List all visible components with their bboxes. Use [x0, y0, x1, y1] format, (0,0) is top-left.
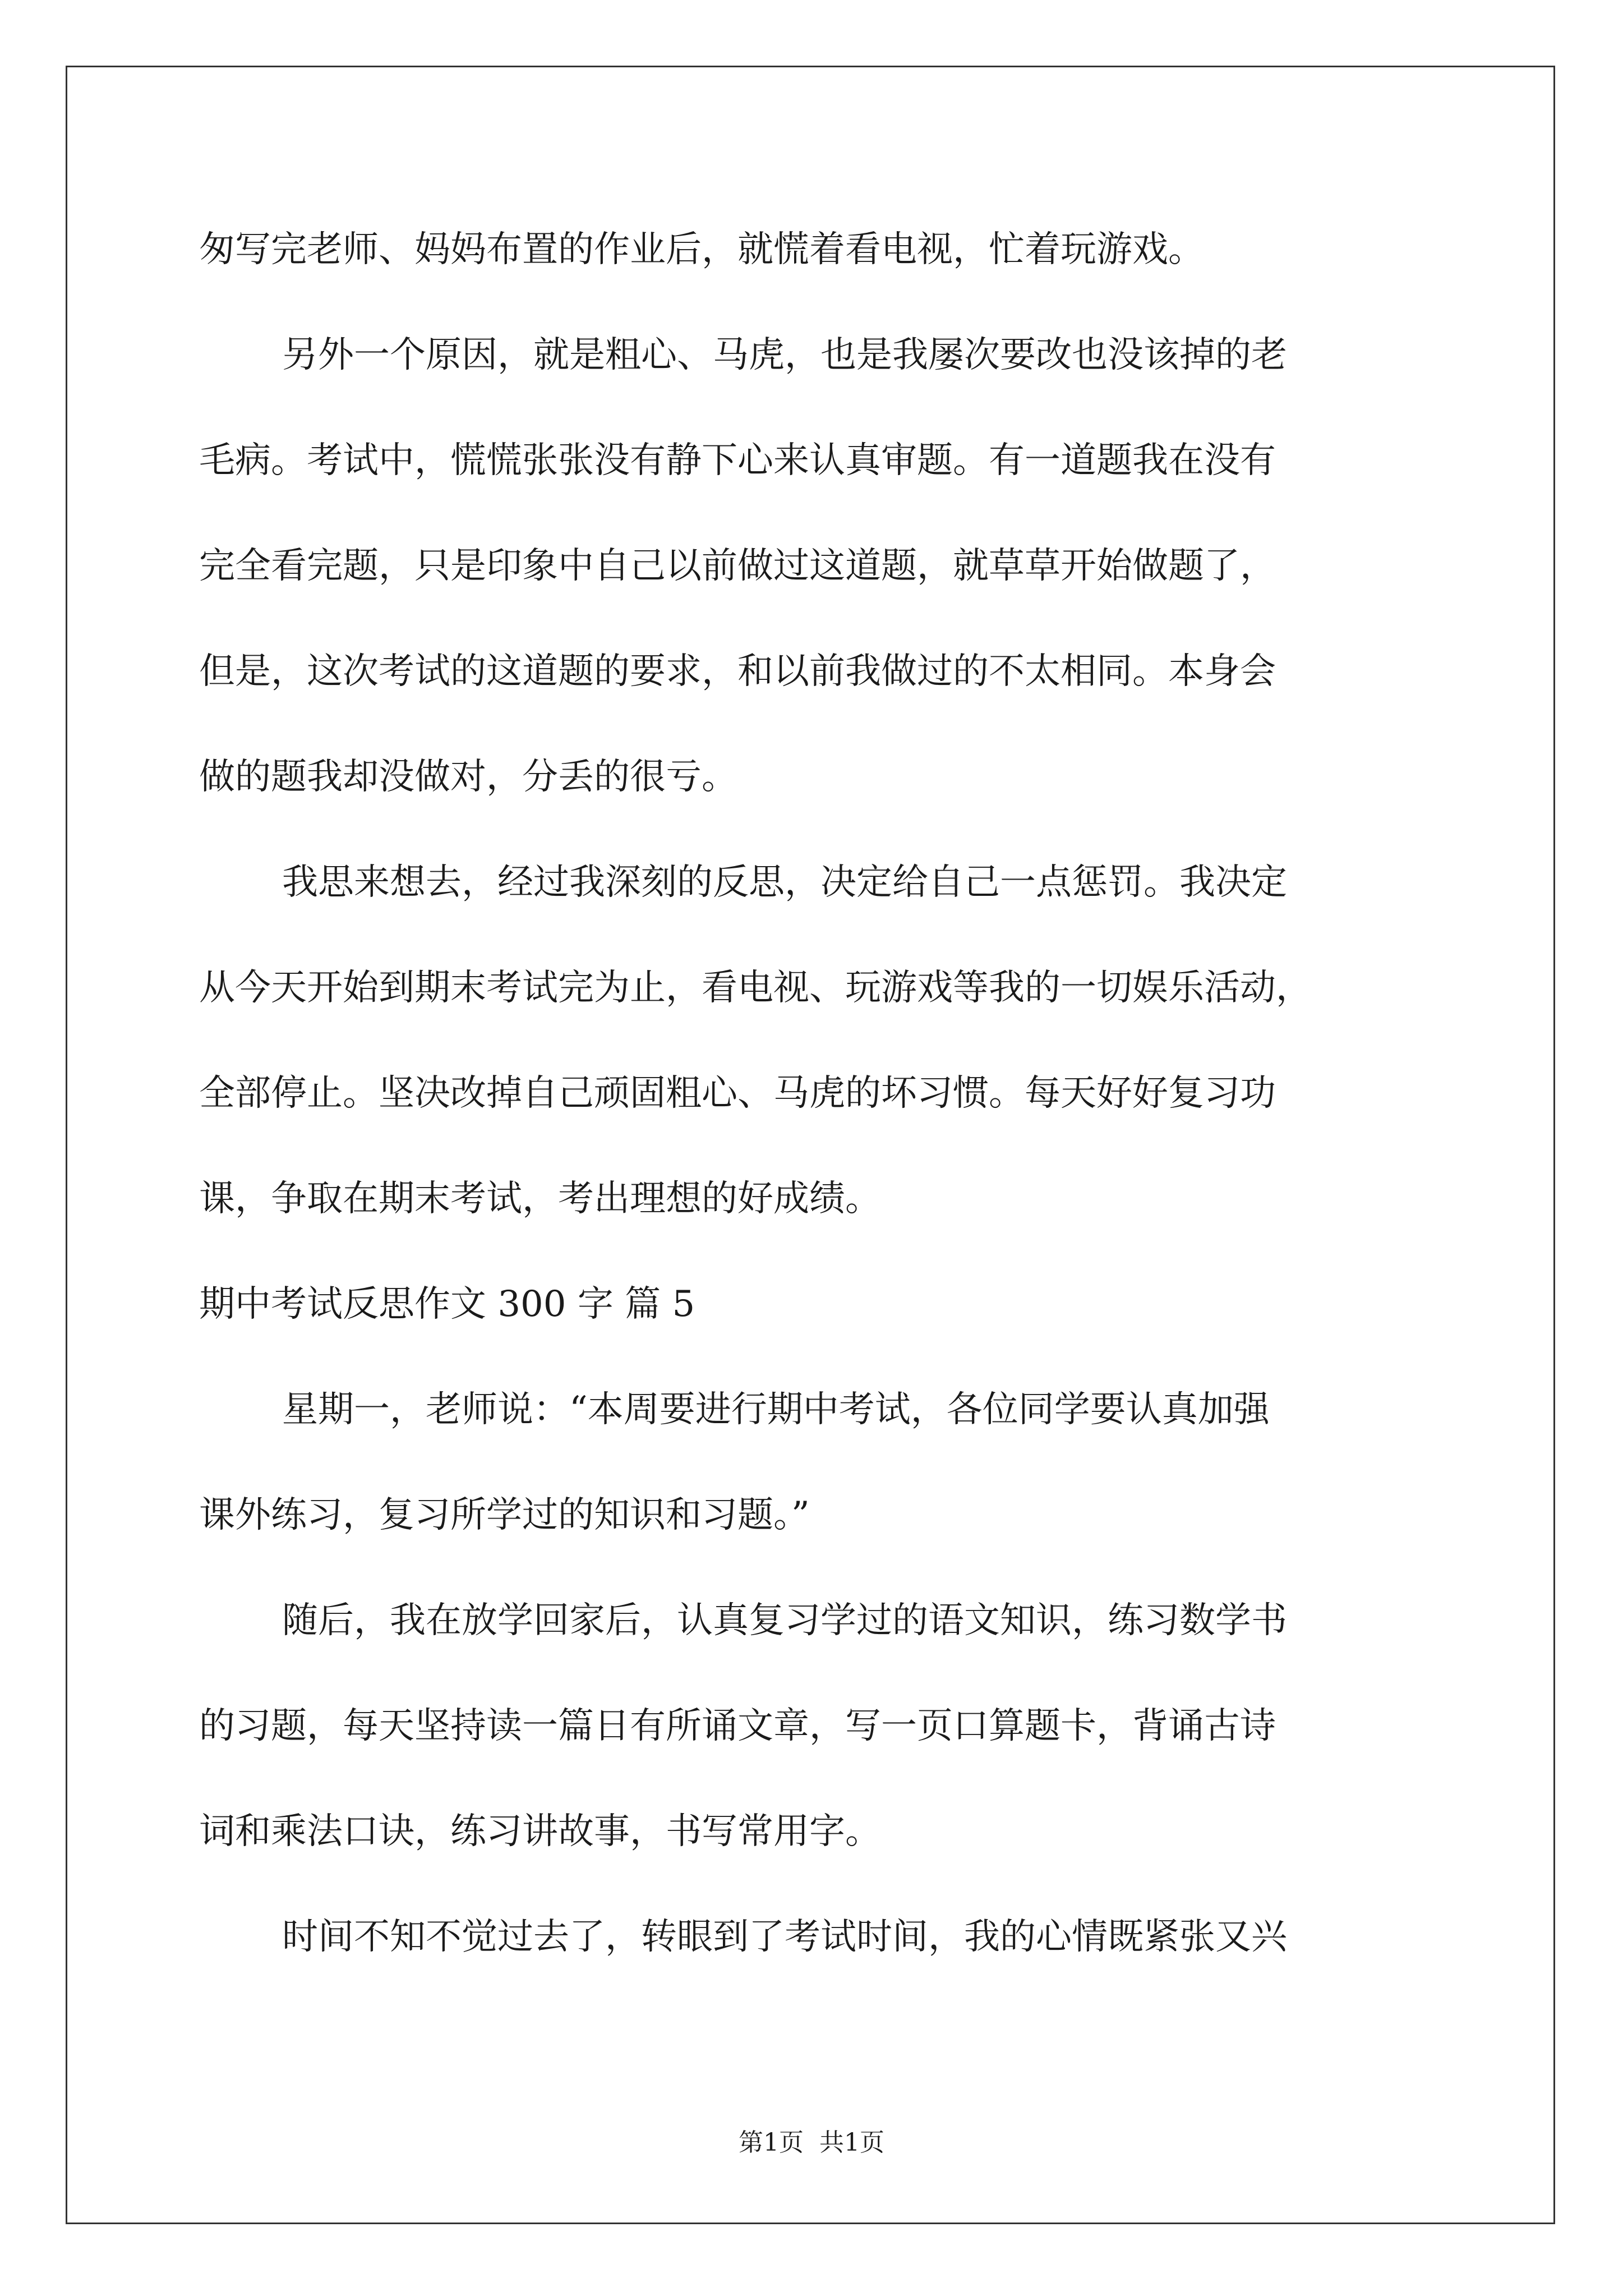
paragraph-start: 另外一个原因，就是粗心、马虎，也是我屡次要改也没该掉的老 — [282, 334, 1287, 376]
text-line: 但是，这次考试的这道题的要求，和以前我做过的不太相同。本身会 — [199, 651, 1276, 692]
paragraph-start: 我思来想去，经过我深刻的反思，决定给自己一点惩罚。我决定 — [282, 862, 1287, 903]
page-total: 共1页 — [819, 2128, 884, 2157]
text-line: 全部停止。坚决改掉自己顽固粗心、马虎的坏习惯。每天好好复习功 — [199, 1073, 1276, 1114]
text-line: 做的题我却没做对，分丢的很亏。 — [199, 756, 737, 798]
text-line: 毛病。考试中，慌慌张张没有静下心来认真审题。有一道题我在没有 — [199, 440, 1276, 481]
text-line: 匆写完老师、妈妈布置的作业后，就慌着看电视，忙着玩游戏。 — [199, 229, 1204, 270]
paragraph-start: 随后，我在放学回家后，认真复习学过的语文知识，练习数学书 — [282, 1600, 1287, 1641]
text-line: 课，争取在期末考试，考出理想的好成绩。 — [199, 1178, 881, 1220]
document-body — [199, 216, 1469, 2009]
text-line: 从今天开始到期末考试完为止，看电视、玩游戏等我的一切娱乐活动， — [199, 967, 1312, 1009]
page-footer — [0, 2126, 1623, 2160]
text-line: 的习题，每天坚持读一篇日有所诵文章，写一页口算题卡，背诵古诗 — [199, 1705, 1276, 1747]
page-number: 第1页 — [739, 2128, 804, 2157]
paragraph-start: 星期一，老师说：“本周要进行期中考试，各位同学要认真加强 — [282, 1389, 1270, 1430]
section-heading: 期中考试反思作文 300 字 篇 5 — [199, 1283, 695, 1325]
text-line: 完全看完题，只是印象中自己以前做过这道题，就草草开始做题了， — [199, 545, 1276, 587]
paragraph-start: 时间不知不觉过去了，转眼到了考试时间，我的心情既紧张又兴 — [282, 1916, 1287, 1958]
text-line: 课外练习，复习所学过的知识和习题。” — [199, 1494, 810, 1536]
text-line: 词和乘法口诀，练习讲故事，书写常用字。 — [199, 1811, 881, 1852]
